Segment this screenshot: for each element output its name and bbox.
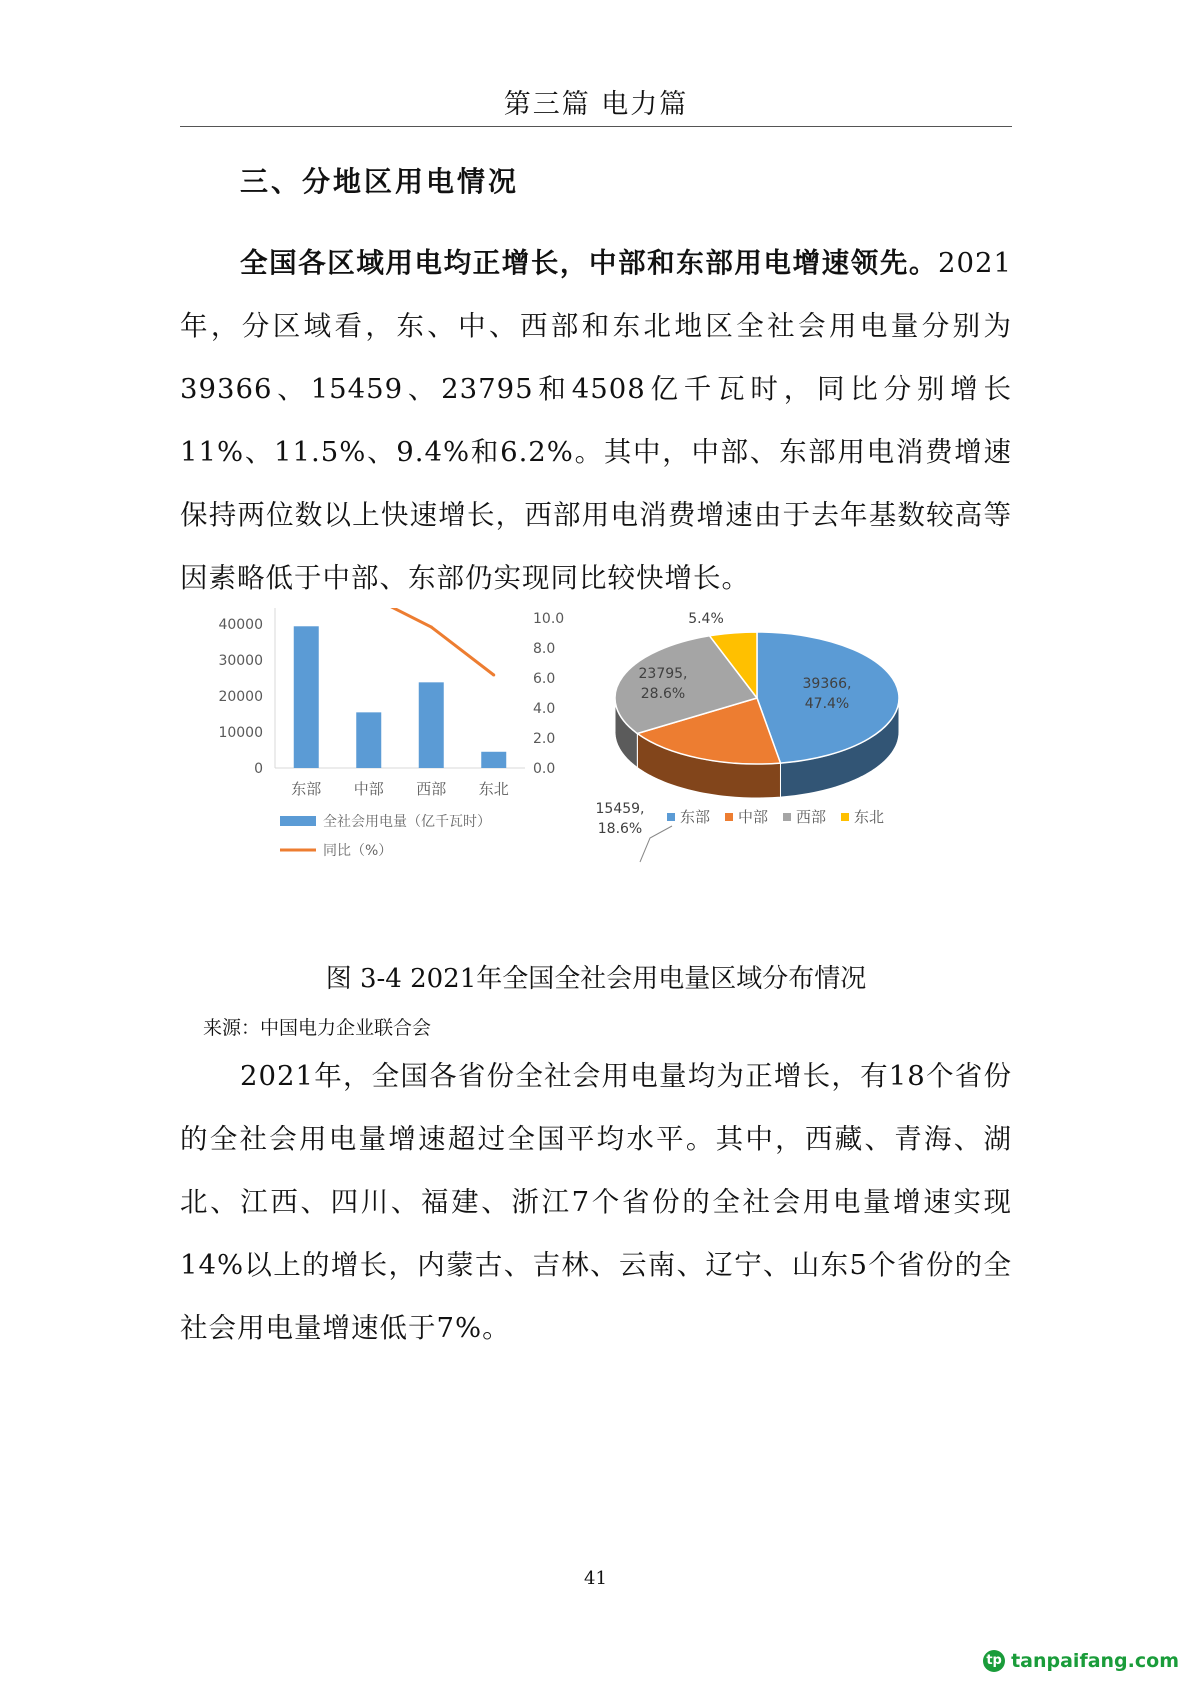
y2-tick-label: 10.0 [533,611,565,627]
y2-tick-label: 0.0 [533,761,556,777]
x-category-label: 中部 [353,780,384,798]
combo-chart [218,608,564,859]
figure-caption: 图 3-4 2021年全国全社会用电量区域分布情况 [325,964,867,994]
legend-label-consumption: 全社会用电量（亿千瓦时） [323,814,491,830]
figure-source: 来源：中国电力企业联合会 [203,1017,432,1039]
pie-legend-label-0: 东部 [680,808,711,826]
y-tick-label: 20000 [218,689,263,705]
running-header: 第三篇 电力篇 [180,80,1012,127]
pie-data-label-2: 23795, [638,666,688,682]
pie-legend-swatch-0 [667,813,675,821]
pie-legend-label-1: 中部 [738,808,769,826]
pie-legend-swatch-2 [783,813,791,821]
paragraph-1-lead: 全国各区域用电均正增长，中部和东部用电增速领先。 [240,247,938,279]
growth-point-3 [492,674,495,677]
pie-chart [596,608,900,862]
paragraph-2: 2021年，全国各省份全社会用电量均为正增长，有18个省份的全社会用电量增速超过全国平均水平。其中，西藏、青海、湖北、江西、四川、福建、浙江7个省份的全社会用电量增速实现14%以上的增长，内蒙古、吉林、云南、辽宁、山东5个省份的全社会用电量增速低于7%。 [180,1060,1012,1344]
y2-tick-label: 6.0 [533,671,556,687]
pie-legend-swatch-3 [841,813,849,821]
charts-svg [195,608,995,928]
figure-charts [195,608,995,928]
brand-logo-icon: tp [983,1650,1005,1672]
legend-swatch-consumption [280,816,316,826]
pie-data-label-3: 5.4% [688,611,724,627]
growth-series-line [306,608,494,675]
y2-tick-label: 2.0 [533,731,556,747]
y2-tick-label: 4.0 [533,701,556,717]
pie-data-label-1: 15459, [595,801,645,817]
growth-point-2 [430,626,433,629]
bar-0 [294,626,319,768]
legend-label-growth: 同比（%） [323,843,393,859]
leader-line-central [640,826,672,862]
pie-legend-swatch-1 [725,813,733,821]
x-category-label: 东部 [291,780,322,798]
pie-data-label-0: 39366, [802,676,852,692]
y-tick-label: 10000 [218,725,263,741]
brand-watermark [983,1650,1179,1672]
brand-text: tanpaifang.com [1011,1650,1179,1672]
pie-legend-label-2: 西部 [796,808,827,826]
paragraph-1 [180,232,1012,610]
x-category-label: 西部 [416,780,447,798]
bar-3 [481,752,506,768]
section-title: 三、分地区用电情况 [240,165,520,198]
pie-data-label-1: 18.6% [597,821,643,837]
bar-2 [419,682,444,768]
pie-data-label-0: 47.4% [804,696,850,712]
y-tick-label: 40000 [218,617,263,633]
y2-tick-label: 8.0 [533,641,556,657]
x-category-label: 东北 [478,780,509,798]
page-number: 41 [584,1568,607,1589]
pie-legend-label-3: 东北 [854,808,885,826]
paragraph-1-body: 2021年，分区域看，东、中、西部和东北地区全社会用电量分别为39366、15459、23795和4508亿千瓦时，同比分别增长11%、11.5%、9.4%和6.2%。其中，中部、东部用电消费增速保持两位数以上快速增长，西部用电消费增速由于去年基数较高等因素略低于中部、东部仍实现同比较快增长。 [180,247,1012,594]
y-tick-label: 30000 [218,653,263,669]
bar-1 [356,712,381,768]
pie-data-label-2: 28.6% [640,686,686,702]
y-tick-label: 0 [254,761,263,777]
